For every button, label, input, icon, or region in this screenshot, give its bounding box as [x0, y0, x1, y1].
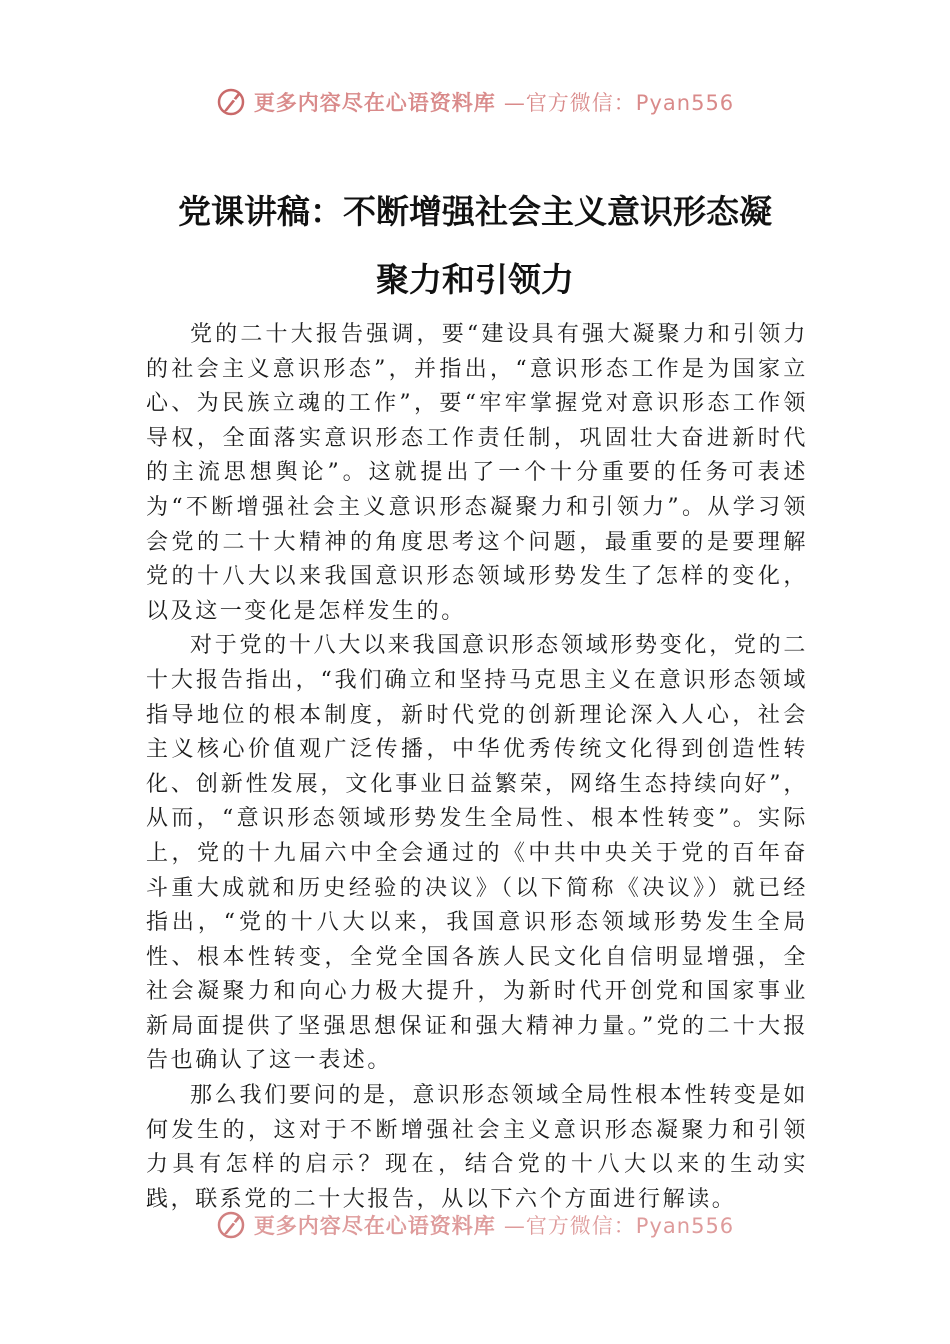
paragraph-3: 那么我们要问的是，意识形态领域全局性根本性转变是如何发生的，这对于不断增强社会主义意识形态凝聚力和引领力具有怎样的启示？现在，结合党的十八大以来的生动实践，联系党的二十大报告，从以下六个方面进行解读。	[146, 1083, 808, 1212]
title-line-1: 党课讲稿：不断增强社会主义意识形态凝	[178, 192, 772, 231]
paragraph-2: 对于党的十八大以来我国意识形态领域形势变化，党的二十大报告指出，“我们确立和坚持马克思主义在意识形态领域指导地位的根本制度，新时代党的创新理论深入人心，社会主义核心价值观广泛传播，中华优秀传统文化得到创造性转化、创新性发展，文化事业日益繁荣，网络生态持续向好”，从而，“意识形态领域形势发生全局性、根本性转变”。实际上，党的十九届六中全会通过的《中共中央关于党的百年奋斗重大成就和历史经验的决议》（以下简称《决议》）就已经指出，“党的十八大以来，我国意识形态领域形势发生全局性、根本性转变，全党全国各族人民文化自信明显增强，全社会凝聚力和向心力极大提升，为新时代开创党和国家事业新局面提供了坚强思想保证和强大精神力量。”党的二十大报告也确认了这一表述。	[146, 633, 808, 1074]
quill-logo-icon	[216, 87, 246, 117]
document-title	[120, 178, 830, 314]
title-line-2: 聚力和引领力	[376, 260, 574, 299]
watermark-site-text: 更多内容尽在心语资料库	[253, 91, 496, 115]
watermark-contact-text: —官方微信：Pyan556	[503, 1214, 735, 1238]
paragraph-1: 党的二十大报告强调，要“建设具有强大凝聚力和引领力的社会主义意识形态”，并指出，“意识形态工作是为国家立心、为民族立魂的工作”，要“牢牢掌握党对意识形态工作领导权，全面落实意识形态工作责任制，巩固壮大奋进新时代的主流思想舆论”。这就提出了一个十分重要的任务可表述为“不断增强社会主义意识形态凝聚力和引领力”。从学习领会党的二十大精神的角度思考这个问题，最重要的是要理解党的十八大以来我国意识形态领域形势发生了怎样的变化，以及这一变化是怎样发生的。	[146, 322, 808, 624]
document-body	[146, 318, 808, 1217]
header-watermark	[0, 80, 950, 124]
watermark-site-text: 更多内容尽在心语资料库	[253, 1214, 496, 1238]
quill-logo-icon	[216, 1210, 246, 1240]
watermark-contact-text: —官方微信：Pyan556	[503, 91, 735, 115]
footer-watermark	[0, 1203, 950, 1247]
